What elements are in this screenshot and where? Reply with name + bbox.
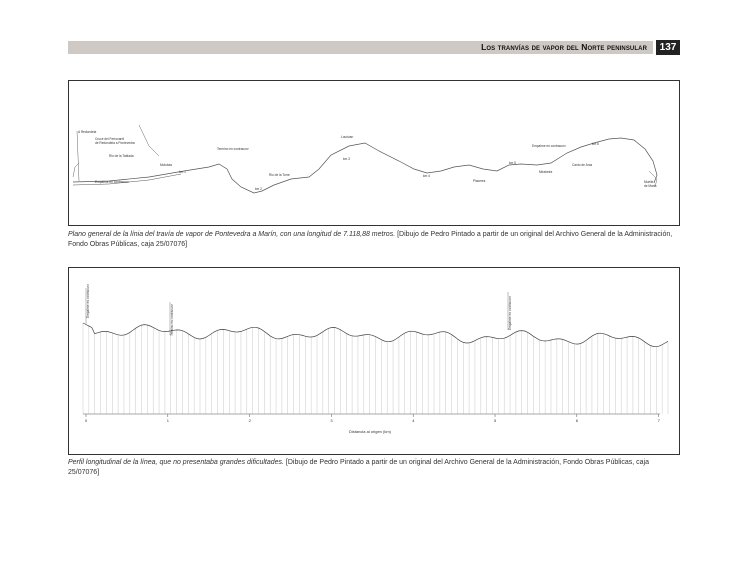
profile-chart: [69, 268, 679, 454]
label-empalme-1: Empalme en contracurv: [95, 180, 129, 184]
x-axis-label: Distancia al origen (km): [349, 429, 392, 434]
x-axis-ticks: [85, 414, 661, 423]
x-tick-label: 4: [412, 418, 415, 423]
label-lourizan: Lourizan: [341, 135, 354, 139]
figure1-caption: [68, 230, 680, 250]
label-canto-arca: Canto de Arca: [572, 163, 593, 167]
label-cruce-2: de Redondela a Pontevedra: [95, 141, 135, 145]
label-km2: km 2: [255, 187, 262, 191]
figure2-caption-source: [Dibujo de Pedro Pintado a partir de un original del Archivo General de la Administración, Fondo Obras Públicas, caja 25/07076]: [68, 459, 649, 476]
label-km6: km 6: [592, 142, 599, 146]
label-km3: km 3: [343, 157, 350, 161]
label-empalme-2: Empalme en contracurv: [532, 144, 566, 148]
label-km5: km 5: [509, 161, 516, 165]
x-tick-label: 3: [330, 418, 333, 423]
running-header: [68, 41, 653, 54]
figure2-caption: [68, 458, 680, 478]
x-tick-label: 0: [85, 418, 88, 423]
annotation-empalme-1: Empalme en contracurv: [86, 284, 90, 318]
label-placeres: Placeres: [473, 179, 486, 183]
x-tick-label: 7: [657, 418, 660, 423]
label-cruce: Cruce del Ferrocarril: [95, 137, 125, 141]
annotation-empalme-2: Empalme en contracurv: [508, 296, 512, 330]
label-km4: km 4: [423, 174, 430, 178]
figure1-caption-source: [Dibujo de Pedro Pintado a partir de un original del Archivo General de la Administración, Fondo Obras Públicas, caja 25/07076]: [68, 231, 673, 248]
annotation-termino: Termino en contracurv: [170, 304, 174, 336]
route-plan-figure: [68, 80, 680, 226]
profile-figure: [68, 267, 680, 455]
x-tick-label: 1: [166, 418, 170, 423]
x-tick-label: 5: [494, 418, 497, 423]
label-muelle-2: de Marin: [644, 184, 657, 188]
header-title: Los tranvías de vapor del Norte peninsular: [481, 42, 647, 52]
label-rio-tablada: Rio de la Tablada: [109, 154, 134, 158]
label-termino-curva: Termino en contracurv: [217, 147, 249, 151]
label-rio-torre: Rio de la Torre: [269, 173, 290, 177]
label-muelle: Muelle: [644, 180, 654, 184]
x-tick-label: 2: [248, 418, 251, 423]
label-molubas: Molubas: [160, 163, 173, 167]
page-number: 137: [656, 40, 680, 55]
figure2-caption-italic: Perfil longitudinal de la línea, que no presentaba grandes dificultades.: [68, 459, 284, 466]
route-plan-map: [69, 81, 679, 225]
x-tick-label: 6: [575, 418, 579, 423]
label-km1: km 1: [179, 170, 186, 174]
label-redondela: A Redondela: [78, 130, 97, 134]
figure1-caption-italic: Plano general de la línia del travía de vapor de Pontevedra a Marín, con una longitud de 7.118,88 metros.: [68, 231, 396, 238]
label-mirabeira: Mirabeira: [539, 170, 553, 174]
